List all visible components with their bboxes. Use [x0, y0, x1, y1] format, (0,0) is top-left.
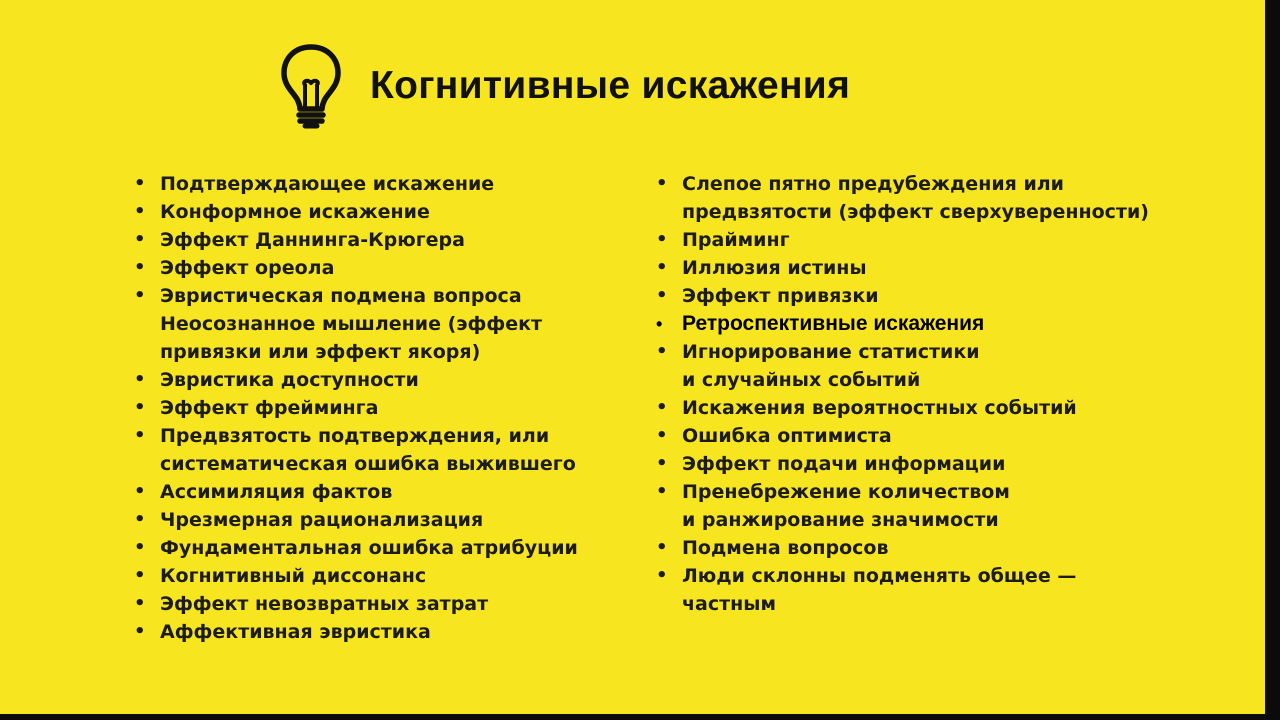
list-item: • Иллюзия истины [656, 254, 1176, 282]
list-item: привязки или эффект якоря) [160, 341, 481, 363]
list-item: • Пренебрежение количеством [656, 478, 1176, 506]
list-item: • Люди склонны подменять общее — [656, 562, 1176, 590]
list-item: • Эффект ореола [134, 254, 614, 282]
list-item: • Предвзятость подтверждения, или [134, 422, 614, 450]
lightbulb-icon [278, 41, 344, 131]
list-item: • Ассимиляция фактов [134, 478, 614, 506]
list-item: • Ошибка оптимиста [656, 422, 1176, 450]
list-item: • Эффект привязки [656, 282, 1176, 310]
list-item: • Аффективная эвристика [134, 618, 614, 646]
list-item: • Ретроспективные искажения [656, 310, 1176, 338]
list-item: систематическая ошибка выжившего [160, 453, 576, 475]
list-item: • Подмена вопросов [656, 534, 1176, 562]
list-item: • Фундаментальная ошибка атрибуции [134, 534, 614, 562]
title-row [278, 40, 850, 132]
list-item: • Эвристика доступности [134, 366, 614, 394]
list-item: и ранжирование значимости [682, 509, 999, 531]
list-item: предвзятости (эффект сверхуверенности) [682, 201, 1149, 223]
page-title: Когнитивные искажения [370, 64, 851, 107]
list-item: • Эвристическая подмена вопроса [134, 282, 614, 310]
list-item: • Эффект подачи информации [656, 450, 1176, 478]
list-item: • Конформное искажение [134, 198, 614, 226]
list-item: • Подтверждающее искажение [134, 170, 614, 198]
list-item: • Эффект фрейминга [134, 394, 614, 422]
list-item: • Игнорирование статистики [656, 338, 1176, 366]
list-item: • Слепое пятно предубеждения или [656, 170, 1176, 198]
list-item: частным [682, 593, 776, 615]
list-item: • Эффект невозвратных затрат [134, 590, 614, 618]
left-list [134, 170, 614, 646]
list-item: Неосознанное мышление (эффект [160, 313, 543, 335]
list-item: • Искажения вероятностных событий [656, 394, 1176, 422]
right-list [656, 170, 1176, 618]
list-item: • Когнитивный диссонанс [134, 562, 614, 590]
list-item: • Эффект Даннинга-Крюгера [134, 226, 614, 254]
list-item: • Чрезмерная рационализация [134, 506, 614, 534]
list-item: и случайных событий [682, 369, 921, 391]
list-item: • Прайминг [656, 226, 1176, 254]
